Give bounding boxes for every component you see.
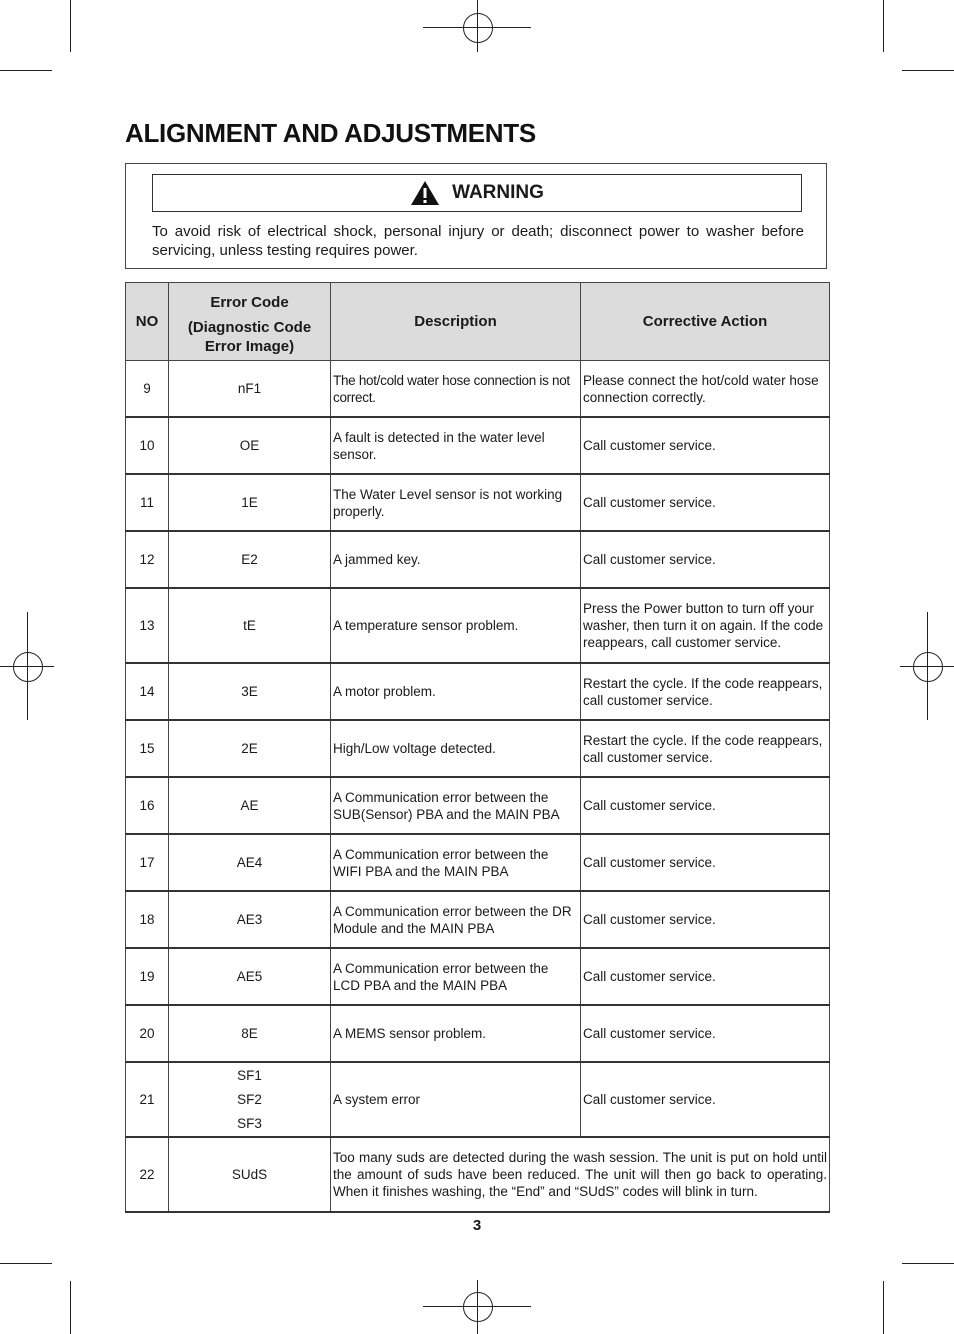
- header-no: NO: [126, 283, 169, 361]
- row-number: 15: [126, 720, 169, 777]
- warning-triangle-icon: [410, 180, 440, 206]
- corrective-action: Restart the cycle. If the code reappears, call customer service.: [581, 663, 830, 720]
- crop-mark: [883, 0, 884, 52]
- error-description: The hot/cold water hose connection is not correct.: [331, 361, 581, 418]
- table-row: [126, 1137, 830, 1212]
- corrective-action: Press the Power button to turn off your washer, then turn it on again. If the code reappears, call customer service.: [581, 588, 830, 663]
- table-row: [126, 474, 830, 531]
- table-row: [126, 417, 830, 474]
- table-row: [126, 531, 830, 588]
- crop-mark: [883, 1281, 884, 1334]
- row-number: 11: [126, 474, 169, 531]
- error-description: A motor problem.: [331, 663, 581, 720]
- warning-label: WARNING: [452, 182, 544, 203]
- error-description: High/Low voltage detected.: [331, 720, 581, 777]
- table-row: [126, 720, 830, 777]
- corrective-action: Please connect the hot/cold water hose connection correctly.: [581, 361, 830, 418]
- error-code: 2E: [169, 720, 331, 777]
- error-description: The Water Level sensor is not working properly.: [331, 474, 581, 531]
- table-row: [126, 1005, 830, 1062]
- registration-circle: [13, 652, 43, 682]
- crop-mark: [70, 1281, 71, 1334]
- error-code: SF2: [237, 1091, 262, 1107]
- corrective-action: Call customer service.: [581, 474, 830, 531]
- table-row: [126, 588, 830, 663]
- crop-mark: [70, 0, 71, 52]
- error-code: AE3: [169, 891, 331, 948]
- registration-circle: [913, 652, 943, 682]
- corrective-action: Call customer service.: [581, 948, 830, 1005]
- table-row: [126, 777, 830, 834]
- corrective-action: Call customer service.: [581, 1005, 830, 1062]
- row-number: 20: [126, 1005, 169, 1062]
- corrective-action: Call customer service.: [581, 834, 830, 891]
- row-number: 22: [126, 1137, 169, 1212]
- error-code: 3E: [169, 663, 331, 720]
- corrective-action: Call customer service.: [581, 531, 830, 588]
- corrective-action: Call customer service.: [581, 891, 830, 948]
- warning-banner: [152, 174, 802, 212]
- header-error-code-subtitle: (Diagnostic Code Error Image): [187, 319, 312, 355]
- row-number: 10: [126, 417, 169, 474]
- corrective-action: Call customer service.: [581, 777, 830, 834]
- error-description: A Communication error between the DR Module and the MAIN PBA: [331, 891, 581, 948]
- row-number: 14: [126, 663, 169, 720]
- registration-circle: [463, 1292, 493, 1322]
- error-description: A Communication error between the SUB(Sensor) PBA and the MAIN PBA: [331, 777, 581, 834]
- table-row: [126, 834, 830, 891]
- crop-mark: [0, 1263, 52, 1264]
- row-number: 17: [126, 834, 169, 891]
- corrective-action: Call customer service.: [581, 1062, 830, 1137]
- page-number: 3: [472, 1217, 482, 1234]
- error-description: A system error: [331, 1062, 581, 1137]
- error-description: A temperature sensor problem.: [331, 588, 581, 663]
- warning-box: [125, 163, 827, 269]
- table-row: [126, 663, 830, 720]
- registration-circle: [463, 13, 493, 43]
- row-number: 9: [126, 361, 169, 418]
- table-row: [126, 361, 830, 418]
- error-code: SF1: [237, 1067, 262, 1083]
- error-code: AE5: [169, 948, 331, 1005]
- header-corrective-action: Corrective Action: [581, 283, 830, 361]
- error-code-table: [125, 282, 830, 1213]
- table-row: [126, 891, 830, 948]
- corrective-action: Call customer service.: [581, 417, 830, 474]
- row-number: 13: [126, 588, 169, 663]
- error-code: SF3: [237, 1115, 262, 1131]
- crop-mark: [0, 70, 52, 71]
- error-code: nF1: [169, 361, 331, 418]
- error-code: 8E: [169, 1005, 331, 1062]
- error-code-list: [169, 1062, 331, 1137]
- error-code: 1E: [169, 474, 331, 531]
- header-error-code: [169, 283, 331, 361]
- error-code: AE4: [169, 834, 331, 891]
- error-description: A Communication error between the LCD PBA and the MAIN PBA: [331, 948, 581, 1005]
- row-number: 16: [126, 777, 169, 834]
- error-code: OE: [169, 417, 331, 474]
- table-row: [126, 948, 830, 1005]
- error-code: tE: [169, 588, 331, 663]
- error-code: SUdS: [169, 1137, 331, 1212]
- row-number: 21: [126, 1062, 169, 1137]
- error-description: A fault is detected in the water level sensor.: [331, 417, 581, 474]
- error-description: A Communication error between the WIFI PBA and the MAIN PBA: [331, 834, 581, 891]
- error-description: A jammed key.: [331, 531, 581, 588]
- error-code: AE: [169, 777, 331, 834]
- row-number: 18: [126, 891, 169, 948]
- warning-text: To avoid risk of electrical shock, personal injury or death; disconnect power to washer before servicing, unless testing requires power.: [152, 223, 804, 259]
- error-description: A MEMS sensor problem.: [331, 1005, 581, 1062]
- header-error-code-title: Error Code: [210, 294, 289, 311]
- header-description: Description: [331, 283, 581, 361]
- corrective-action: Restart the cycle. If the code reappears, call customer service.: [581, 720, 830, 777]
- row-number: 12: [126, 531, 169, 588]
- crop-mark: [902, 1263, 954, 1264]
- table-row: [126, 1062, 830, 1137]
- error-description: Too many suds are detected during the wash session. The unit is put on hold until the amount of suds have been reduced. The unit will then go back to operating. When it finishes washing, the “End” and “SUdS” codes will blink in turn.: [331, 1137, 830, 1212]
- row-number: 19: [126, 948, 169, 1005]
- page-title: ALIGNMENT AND ADJUSTMENTS: [125, 118, 536, 148]
- crop-mark: [902, 70, 954, 71]
- error-code: E2: [169, 531, 331, 588]
- table-header-row: [126, 283, 830, 361]
